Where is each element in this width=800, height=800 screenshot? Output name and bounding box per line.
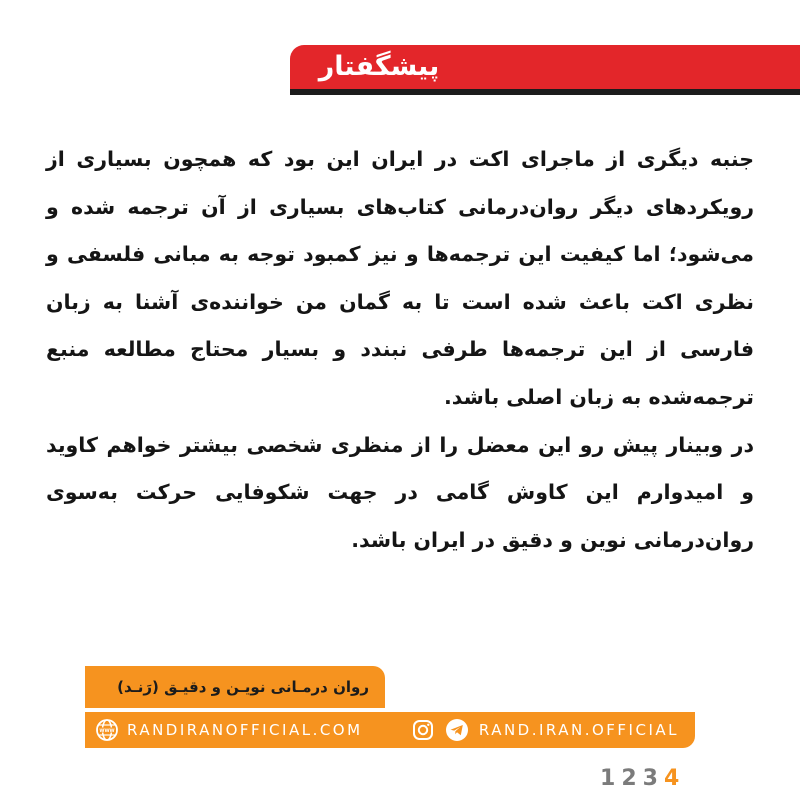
page-1[interactable]: 1 [600,765,616,791]
body-text [46,136,754,564]
brand-box [85,666,385,708]
page-2[interactable]: 2 [621,765,637,791]
pagination [600,762,690,794]
social-links [411,712,679,748]
website-label: RANDIRANOFFICIAL.COM [127,721,363,739]
website-link[interactable] [95,712,363,748]
paragraph-2: در وبینار پیش رو این معضل را از منظری شخصی بیشتر خواهم کاوید و امیدوارم این کاوش گامی در جهت شکوفایی حرکت به‌سوی روان‌درمانی نوین و دقیق در ایران باشد. [46,432,754,552]
page-4-current[interactable]: 4 [663,765,680,791]
brand-name: روان درمـانی نویـن و دقیـق (رَنـد) [117,678,369,696]
page-3[interactable]: 3 [642,765,658,791]
svg-text:WWW: WWW [99,728,115,734]
globe-icon [95,718,119,742]
page-title: پیشگفتار [318,51,440,82]
footer-bar [85,712,695,748]
title-bar [290,45,800,89]
instagram-icon[interactable] [411,718,435,742]
social-handle: RAND.IRAN.OFFICIAL [478,721,679,739]
title-banner [290,45,800,95]
title-underline [290,89,800,95]
telegram-icon[interactable] [445,718,469,742]
paragraph-1: جنبه دیگری از ماجرای اکت در ایران این بود که همچون بسیاری از رویکردهای دیگر روان‌درمانی کتاب‌های بسیاری از آن ترجمه شده و می‌شود؛ اما کیفیت این ترجمه‌ها و نیز کمبود توجه به مبانی فلسفی و نظری اکت باعث شده است تا به گمان من خواننده‌ی آشنا به زبان فارسی از این ترجمه‌ها طرفی نبندد و بسیار محتاج مطالعه منبع ترجمه‌شده به زبان اصلی باشد. [46,147,754,409]
